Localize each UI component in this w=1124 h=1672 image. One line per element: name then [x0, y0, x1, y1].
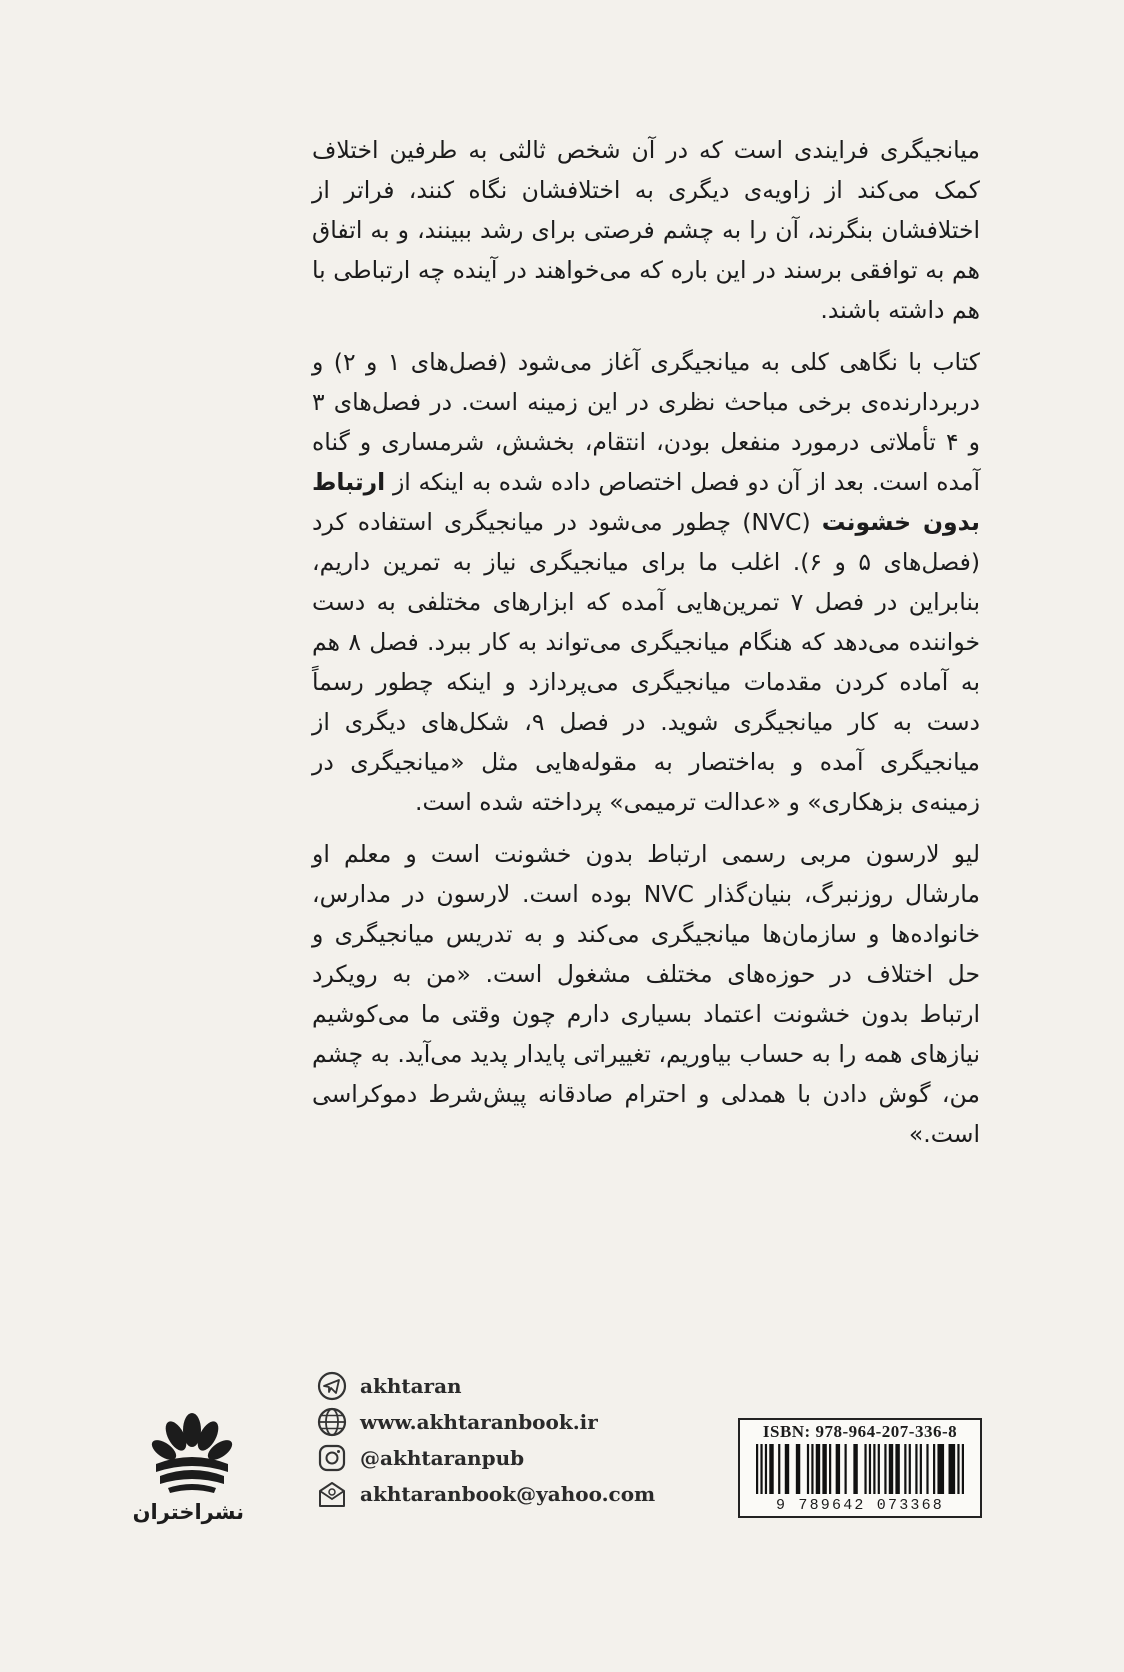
barcode-bar [829, 1444, 831, 1494]
barcode-bar [811, 1444, 813, 1494]
barcode-bar [884, 1444, 886, 1494]
barcode-bar [949, 1444, 956, 1494]
contact-telegram[interactable] [316, 1368, 655, 1404]
barcode-bar [760, 1444, 762, 1494]
barcode-bar [765, 1444, 767, 1494]
barcode-bar [889, 1444, 893, 1494]
barcode-bar [807, 1444, 809, 1494]
paragraph-2-bold: ارتباط بدون خشونت [312, 468, 981, 536]
contact-website-text: www.akhtaranbook.ir [360, 1410, 598, 1434]
barcode-bar [756, 1444, 758, 1494]
isbn-label: ISBN: 978-964-207-336-8 [762, 1422, 958, 1441]
publisher-logo [132, 1410, 244, 1524]
barcode-bar [864, 1444, 866, 1494]
instagram-icon [316, 1442, 348, 1474]
barcode-bar [920, 1444, 922, 1494]
contact-email-text: akhtaranbook@yahoo.com [360, 1482, 656, 1506]
publisher-name: نشراختران [132, 1500, 244, 1524]
barcode-bar [926, 1444, 928, 1494]
isbn-barcode [738, 1418, 982, 1518]
email-icon [316, 1478, 348, 1510]
paragraph-2 [312, 342, 980, 822]
barcode-bar [769, 1444, 773, 1494]
barcode-bar [796, 1444, 800, 1494]
isbn-digits: 9 789642 073368 [775, 1497, 945, 1514]
publisher-logo-icon [150, 1410, 234, 1494]
contact-instagram-text: @akhtaranpub [360, 1446, 525, 1470]
barcode-bar [816, 1444, 820, 1494]
barcode-bar [933, 1444, 935, 1494]
barcode-bar [853, 1444, 857, 1494]
barcode-bar [878, 1444, 880, 1494]
barcode-bar [957, 1444, 959, 1494]
barcode-bars [756, 1444, 964, 1494]
contact-telegram-text: akhtaran [360, 1374, 462, 1398]
contact-website[interactable] [316, 1404, 655, 1440]
paragraph-3: لیو لارسون مربی رسمی ارتباط بدون خشونت است و معلم او مارشال روزنبرگ، بنیان‌گذار NVC بوده است. لارسون در مدارس، خانواده‌ها و سازمان‌ها میانجیگری می‌کند و به تدریس میانجیگری و حل اختلاف در حوزه‌های مختلف مشغول است. «من به رویکرد ارتباط بدون خشونت اعتماد بسیاری دارم چون وقتی ما می‌کوشیم نیازهای همه را به حساب بیاوریم، تغییراتی پایدار پدید می‌آید. به چشم من، گوش دادن با همدلی و احترام صادقانه پیش‌شرط دموکراسی است.» [312, 840, 981, 1148]
barcode-bar [778, 1444, 780, 1494]
telegram-icon [316, 1370, 348, 1402]
paragraph-2-part-1: کتاب با نگاهی کلی به میانجیگری آغاز می‌شود (فصل‌های ۱ و ۲) و دربردارنده‌ی برخی مباحث نظری در این زمینه است. در فصل‌های ۳ و ۴ تأملاتی درمورد منفعل بودن، انتقام، بخشش، شرمساری و گناه آمده است. بعد از آن دو فصل اختصاص داده شده به اینکه از [312, 348, 981, 496]
contact-instagram[interactable] [316, 1440, 655, 1476]
barcode-bar [836, 1444, 840, 1494]
barcode-bar [869, 1444, 871, 1494]
barcode-bar [822, 1444, 826, 1494]
contact-email[interactable] [316, 1476, 655, 1512]
paragraph-2-part-2: (NVC) چطور می‌شود در میانجیگری استفاده کرد (فصل‌های ۵ و ۶). اغلب ما برای میانجیگری نیاز به تمرین داریم، بنابراین در فصل ۷ تمرین‌هایی آمده که ابزارهای مختلفی به دست خواننده می‌دهد که هنگام میانجیگری می‌تواند به کار ببرد. فصل ۸ هم به آماده کردن مقدمات میانجیگری می‌پردازد و اینکه چطور رسماً دست به کار میانجیگری شوید. در فصل ۹، شکل‌های دیگری از میانجیگری آمده و به‌اختصار به مقوله‌هایی مثل «میانجیگری در زمینه‌ی بزهکاری» و «عدالت ترمیمی» پرداخته شده است. [312, 508, 981, 816]
barcode-bar [962, 1444, 964, 1494]
barcode-bar [937, 1444, 944, 1494]
description-text [312, 130, 980, 1166]
barcode-bar [909, 1444, 911, 1494]
barcode-bar [915, 1444, 917, 1494]
paragraph-1: میانجیگری فرایندی است که در آن شخص ثالثی به طرفین اختلاف کمک می‌کند از زاویه‌ی دیگری به اختلافشان نگاه کنند، فراتر از اختلافشان بنگرند، آن را به چشم فرصتی برای رشد ببینند، و به اتفاق هم به توافقی برسند در این باره که می‌خواهند در آینده چه ارتباطی با هم داشته باشند. [312, 136, 980, 324]
barcode-bar [873, 1444, 875, 1494]
contact-list [316, 1368, 655, 1512]
barcode-bar [845, 1444, 847, 1494]
globe-icon [316, 1406, 348, 1438]
barcode-bar [895, 1444, 899, 1494]
barcode-bar [785, 1444, 789, 1494]
barcode-bar [904, 1444, 906, 1494]
